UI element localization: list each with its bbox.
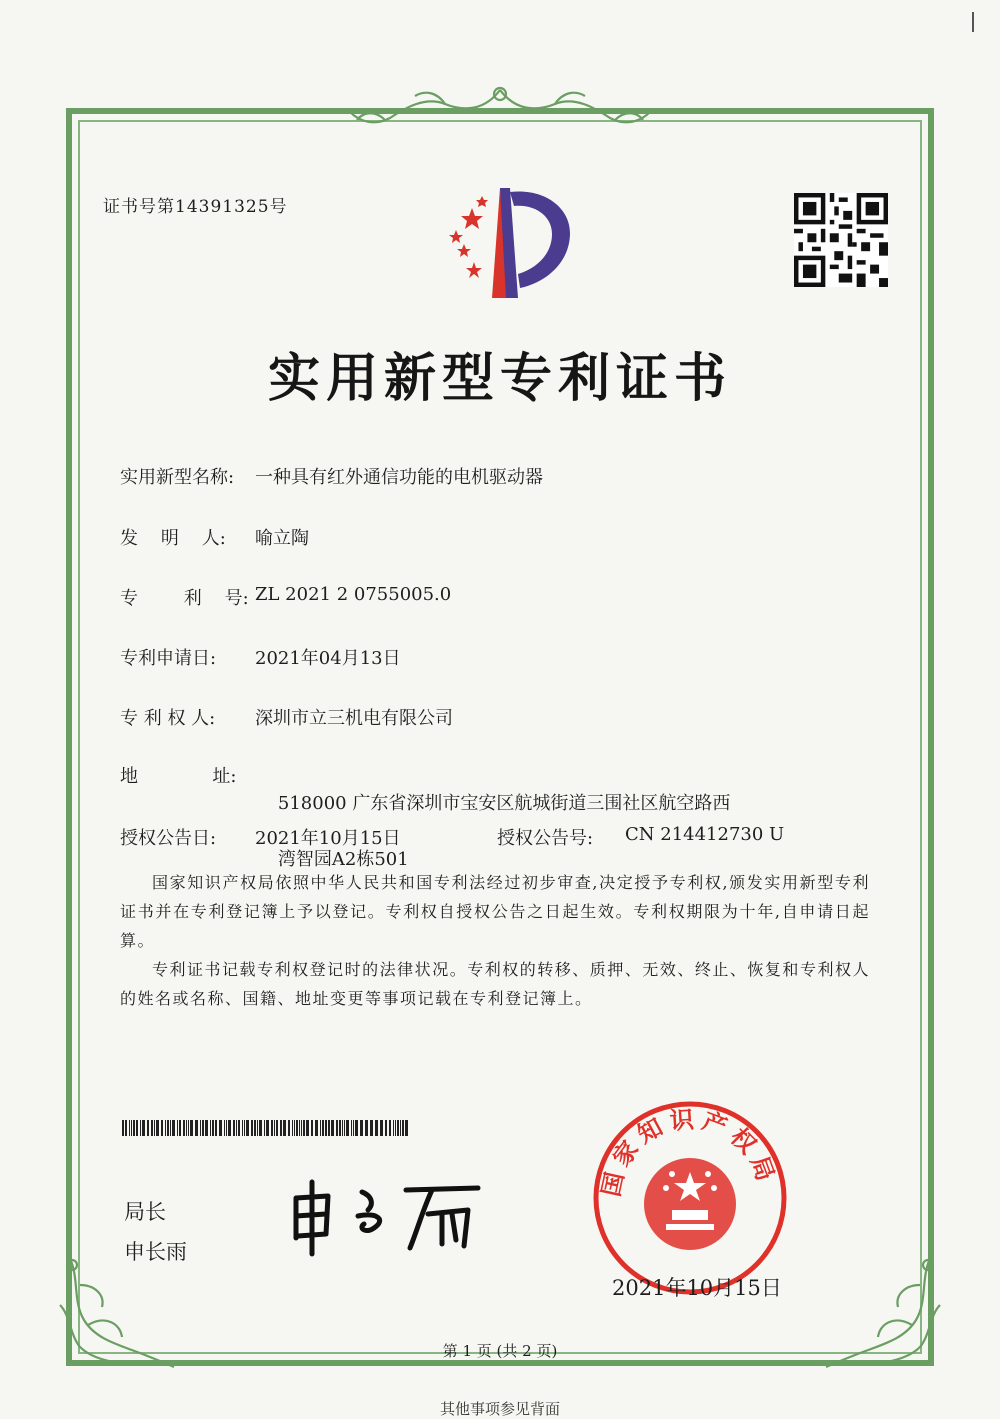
patentee-value: 深圳市立三机电有限公司 — [255, 708, 453, 729]
patentee-row — [120, 704, 453, 730]
official-seal — [590, 1098, 790, 1298]
grant-date-label: 授权公告日: — [120, 828, 217, 849]
seal-date: 2021年10月15日 — [612, 1276, 782, 1300]
utility-model-name-label: 实用新型名称: — [120, 467, 235, 488]
inventor-label: 发 明 人: — [120, 528, 226, 549]
patent-number-value: ZL 2021 2 0755005.0 — [255, 584, 452, 605]
director-name: 申长雨 — [124, 1240, 187, 1264]
filing-date-label: 专利申请日: — [120, 648, 217, 669]
grant-publication-number-value: CN 214412730 U — [625, 824, 785, 845]
inventor-row — [120, 524, 309, 550]
filing-date-value: 2021年04月13日 — [255, 648, 401, 669]
patentee-label: 专 利 权 人: — [120, 708, 216, 729]
notice-paragraph-2: 专利证书记载专利权登记时的法律状况。专利权的转移、质押、无效、终止、恢复和专利权人的姓名或名称、国籍、地址变更等事项记载在专利登记簿上。 — [120, 960, 870, 1008]
grant-publication-number-row — [497, 824, 784, 850]
certificate-title: 实用新型专利证书 — [267, 349, 732, 409]
patent-number-row — [120, 584, 451, 610]
seal-text: 国家知识产权局 — [598, 1107, 780, 1200]
notice-paragraph-1: 国家知识产权局依照中华人民共和国专利法经过初步审查,决定授予专利权,颁发实用新型专利证书并在专利登记簿上予以登记。专利权自授权公告之日起生效。专利权期限为十年,自申请日起算。 — [120, 873, 870, 950]
address-line-1: 518000 广东省深圳市宝安区航城街道三围社区航空路西 — [277, 793, 731, 814]
address-label: 地 址: — [120, 766, 237, 787]
address-line-2: 湾智园A2栋501 — [277, 849, 409, 870]
director-signature — [282, 1178, 502, 1258]
top-ornament — [345, 82, 655, 130]
inventor-value: 喻立陶 — [255, 528, 309, 549]
certificate-number: 证书号第14391325号 — [103, 197, 288, 217]
utility-model-name-row — [120, 463, 543, 489]
filing-date-row — [120, 644, 401, 670]
corner-mark — [972, 12, 974, 32]
qr-code — [794, 193, 888, 287]
director-title: 局长 — [124, 1200, 166, 1224]
utility-model-name-value: 一种具有红外通信功能的电机驱动器 — [255, 467, 543, 488]
footer-note: 其他事项参见背面 — [439, 1400, 560, 1418]
barcode — [122, 1120, 412, 1136]
patent-number-label: 专 利 号: — [120, 588, 249, 609]
page-number: 第 1 页 (共 2 页) — [442, 1342, 558, 1360]
grant-publication-number-label: 授权公告号: — [497, 828, 594, 849]
cnipa-logo — [420, 178, 580, 308]
grant-date-value: 2021年10月15日 — [255, 828, 401, 849]
grant-date-row — [120, 824, 401, 850]
